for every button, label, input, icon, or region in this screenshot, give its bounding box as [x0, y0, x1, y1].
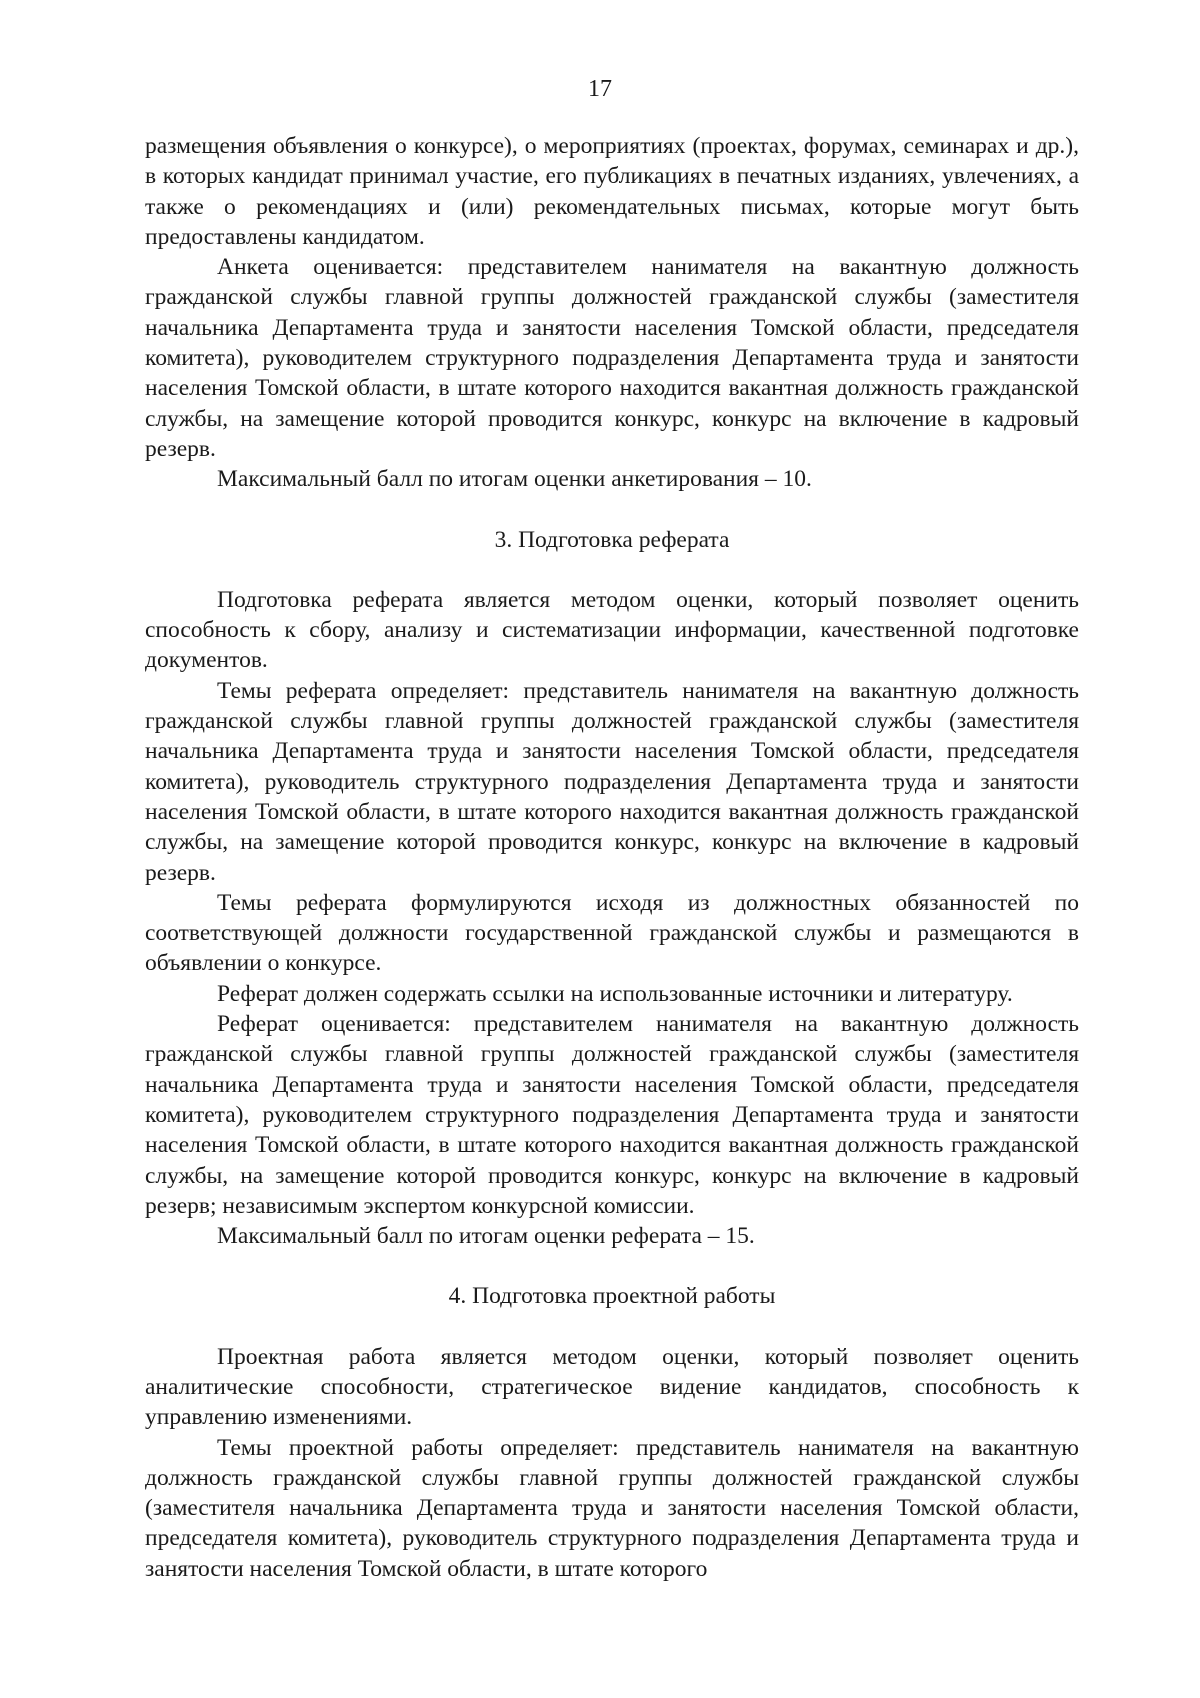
section-4-paragraph: Темы проектной работы определяет: представитель нанимателя на вакантную должность гражданской службы главной группы должностей гражданской службы (заместителя начальника Департамента труда и занятости населения Томской области, председателя комитета), руководитель структурного подразделения Департамента труда и занятости населения Томской области, в штате которого [145, 1434, 1079, 1582]
section-3-paragraph: Темы реферата определяет: представитель нанимателя на вакантную должность гражданской службы главной группы должностей гражданской службы (заместителя начальника Департамента труда и занятости населения Томской области, председателя комитета), руководитель структурного подразделения Департамента труда и занятости населения Томской области, в штате которого находится вакантная должность гражданской службы, на замещение которой проводится конкурс, конкурс на включение в кадровый резерв. [145, 677, 1079, 886]
page-content [145, 131, 1079, 1584]
questionnaire-max-score-paragraph: Максимальный балл по итогам оценки анкетирования – 10. [217, 466, 812, 493]
section-4-heading: 4. Подготовка проектной работы [448, 1283, 776, 1310]
section-3-paragraph: Максимальный балл по итогам оценки реферата – 15. [217, 1223, 755, 1250]
section-3-paragraph: Реферат оценивается: представителем нанимателя на вакантную должность гражданской службы главной группы должностей гражданской службы (заместителя начальника Департамента труда и занятости населения Томской области, председателя комитета), руководителем структурного подразделения Департамента труда и занятости населения Томской области, в штате которого находится вакантная должность гражданской службы, на замещение которой проводится конкурс, конкурс на включение в кадровый резерв; независимым экспертом конкурсной комиссии. [145, 1011, 1079, 1219]
section-3-paragraph: Темы реферата формулируются исходя из должностных обязанностей по соответствующей должности государственной гражданской службы и размещаются в объявлении о конкурсе. [145, 889, 1079, 977]
section-3-heading: 3. Подготовка реферата [494, 526, 730, 553]
section-4-paragraph: Проектная работа является методом оценки, который позволяет оценить аналитические способности, стратегическое видение кандидатов, способность к управлению изменениями. [145, 1343, 1079, 1431]
intro-continuation-paragraph: размещения объявления о конкурсе), о мероприятиях (проектах, форумах, семинарах и др.), в которых кандидат принимал участие, его публикациях в печатных изданиях, увлечениях, а также о рекомендациях и (или) рекомендательных письмах, которые могут быть предоставлены кандидатом. [145, 133, 1079, 250]
section-3-paragraph: Реферат должен содержать ссылки на использованные источники и литературу. [217, 980, 1013, 1007]
section-3-paragraph: Подготовка реферата является методом оценки, который позволяет оценить способность к сбору, анализу и систематизации информации, качественной подготовке документов. [145, 586, 1079, 674]
questionnaire-evaluation-paragraph: Анкета оценивается: представителем нанимателя на вакантную должность гражданской службы главной группы должностей гражданской службы (заместителя начальника Департамента труда и занятости населения Томской области, председателя комитета), руководителем структурного подразделения Департамента труда и занятости населения Томской области, в штате которого находится вакантная должность гражданской службы, на замещение которой проводится конкурс, конкурс на включение в кадровый резерв. [145, 254, 1079, 462]
page-number: 17 [588, 76, 612, 102]
